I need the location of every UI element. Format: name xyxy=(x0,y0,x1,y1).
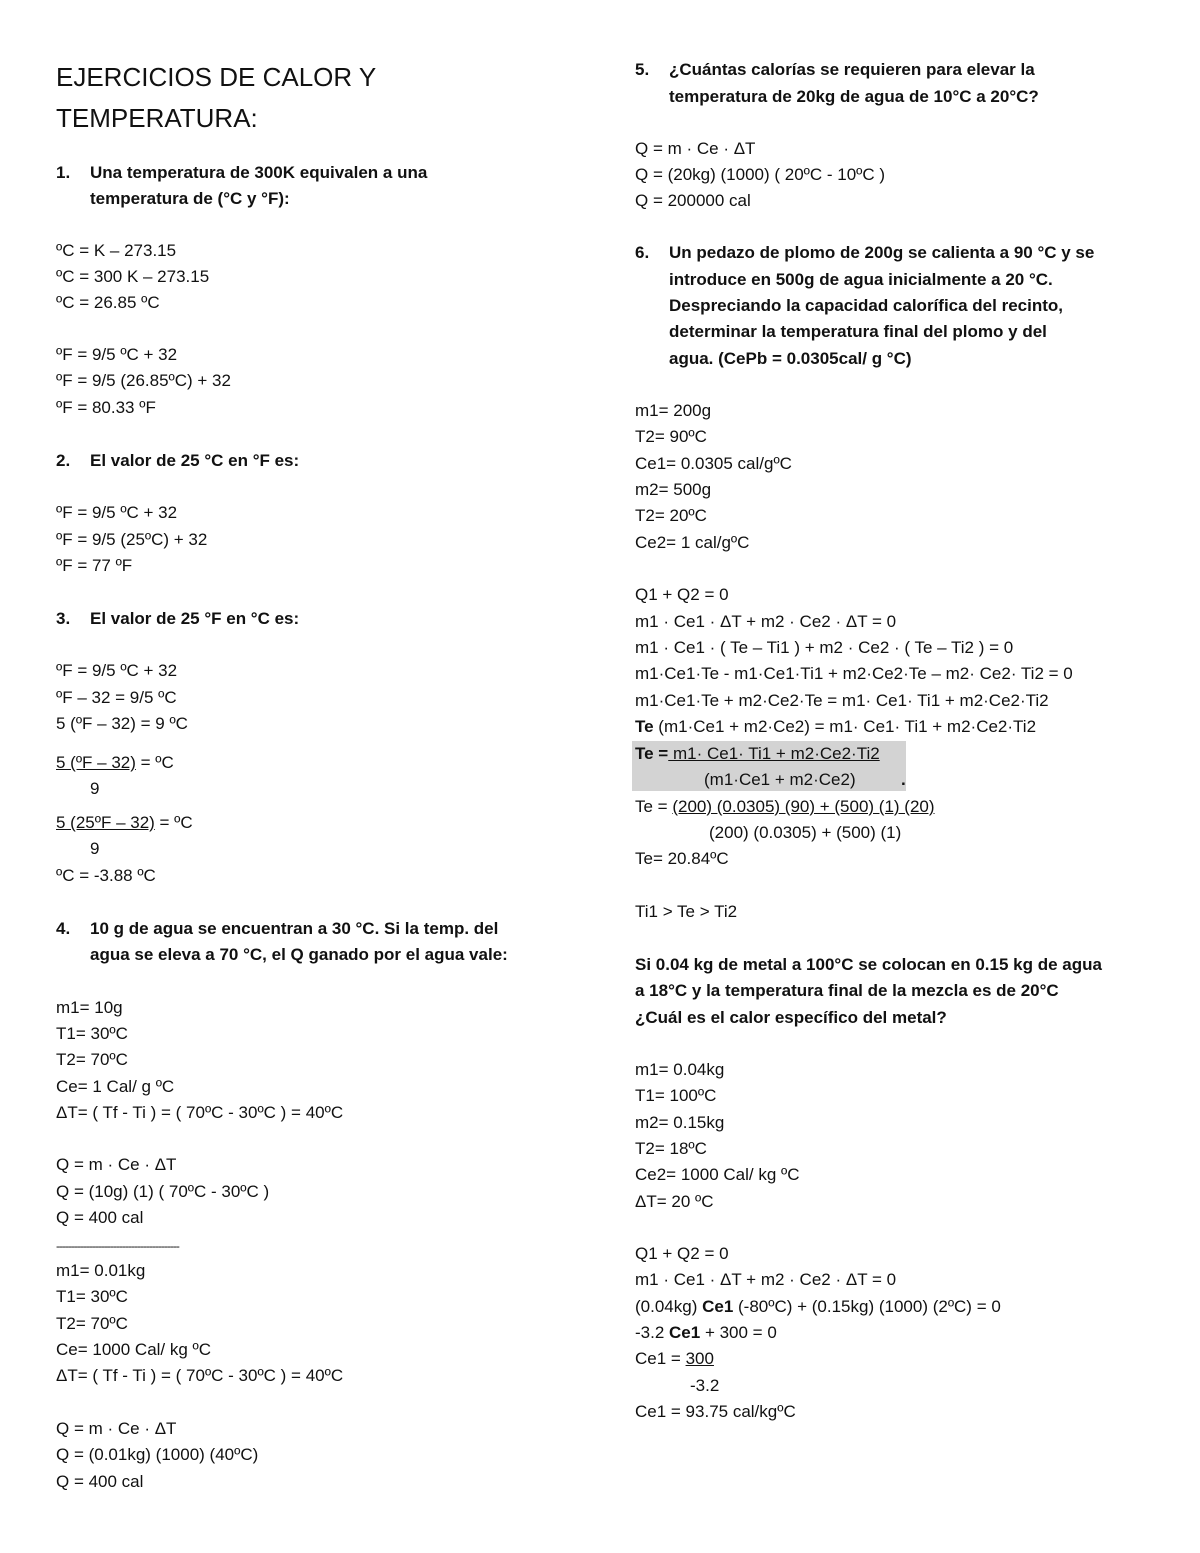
q1-step: ºC = 300 K – 273.15 xyxy=(56,267,210,286)
q4a-data: T2= 70ºC xyxy=(56,1050,128,1069)
q6-equation: m1 · Ce1 · ΔT + m2 · Ce2 · ΔT = 0 xyxy=(635,612,897,631)
q3-result: ºC = -3.88 ºC xyxy=(56,866,156,885)
q1-step: ºC = 26.85 ºC xyxy=(56,293,160,312)
q4a-data: ΔT= ( Tf - Ti ) = ( 70ºC - 30ºC ) = 40ºC xyxy=(56,1103,344,1122)
q7-data: Ce2= 1000 Cal/ kg ºC xyxy=(635,1165,800,1184)
q1-step: ºF = 9/5 ºC + 32 xyxy=(56,345,178,364)
q6-te-rest: (m1·Ce1 + m2·Ce2) = m1· Ce1· Ti1 + m2·Ce2·Ti2 xyxy=(653,717,1037,736)
q7-eq5-numerator: 300 xyxy=(685,1349,714,1368)
q7-equation-1: Q1 + Q2 = 0 xyxy=(635,1244,729,1263)
q7-eq5-equals: = xyxy=(666,1349,686,1368)
q3-fraction-2-rhs: = ºC xyxy=(154,813,193,832)
q6-data: T2= 90ºC xyxy=(635,427,707,446)
q4a-data: m1= 10g xyxy=(56,998,123,1017)
q7-eq3-part: (0.04kg) xyxy=(635,1297,703,1316)
q6-substitution xyxy=(635,794,935,820)
question-7-text-line-1: Si 0.04 kg de metal a 100°C se colocan en 0.15 kg de agua xyxy=(635,955,1102,974)
q6-result: Te= 20.84ºC xyxy=(635,849,729,868)
q3-fraction-1 xyxy=(56,750,174,776)
question-6-text-line-5: agua. (CePb = 0.0305cal/ g °C) xyxy=(669,349,912,368)
q4a-calc: Q = 400 cal xyxy=(56,1208,144,1227)
question-1-text-line-2: temperatura de (°C y °F): xyxy=(90,189,290,208)
q4b-data: Ce= 1000 Cal/ kg ºC xyxy=(56,1340,212,1359)
q6-data: Ce1= 0.0305 cal/gºC xyxy=(635,454,792,473)
q4b-data: m1= 0.01kg xyxy=(56,1261,146,1280)
q7-data: T1= 100ºC xyxy=(635,1086,717,1105)
q2-step: ºF = 77 ºF xyxy=(56,556,133,575)
q4a-data: Ce= 1 Cal/ g ºC xyxy=(56,1077,175,1096)
q7-data: m1= 0.04kg xyxy=(635,1060,725,1079)
q6-te-formula-dot: . xyxy=(901,770,906,789)
q3-fraction-2 xyxy=(56,810,193,836)
q4b-calc: Q = m · Ce · ΔT xyxy=(56,1419,177,1438)
q7-eq5-denominator: -3.2 xyxy=(690,1376,720,1395)
q7-data: T2= 18ºC xyxy=(635,1139,707,1158)
q7-eq5-ce1: Ce1 xyxy=(635,1349,667,1368)
q6-equation: Q1 + Q2 = 0 xyxy=(635,585,729,604)
q7-eq4-ce1: Ce1 xyxy=(669,1323,701,1342)
q4b-data: ΔT= ( Tf - Ti ) = ( 70ºC - 30ºC ) = 40ºC xyxy=(56,1366,344,1385)
q7-result: Ce1 = 93.75 cal/kgºC xyxy=(635,1402,796,1421)
q3-step: ºF = 9/5 ºC + 32 xyxy=(56,661,178,680)
question-5-text-line-2: temperatura de 20kg de agua de 10°C a 20°C? xyxy=(669,87,1039,106)
question-1-number: 1. xyxy=(56,163,71,182)
q6-substitution-numerator: (200) (0.0305) (90) + (500) (1) (20) xyxy=(672,797,935,816)
q7-eq3-ce1: Ce1 xyxy=(702,1297,734,1316)
question-4-text-line-2: agua se eleva a 70 °C, el Q ganado por el agua vale: xyxy=(90,945,508,964)
q7-data: ΔT= 20 ºC xyxy=(635,1192,714,1211)
question-2-text: El valor de 25 °C en °F es: xyxy=(90,451,300,470)
q6-data: T2= 20ºC xyxy=(635,506,707,525)
q3-fraction-1-numerator: 5 (ºF – 32) xyxy=(56,753,136,772)
q6-inequality: Ti1 > Te > Ti2 xyxy=(635,902,738,921)
q4b-calc: Q = (0.01kg) (1000) (40ºC) xyxy=(56,1445,259,1464)
question-6-text-line-1: Un pedazo de plomo de 200g se calienta a 90 °C y se xyxy=(669,243,1095,262)
q3-step: 5 (ºF – 32) = 9 ºC xyxy=(56,714,188,733)
question-4-number: 4. xyxy=(56,919,71,938)
q7-eq3-part: (-80ºC) + (0.15kg) (1000) (2ºC) = 0 xyxy=(733,1297,1001,1316)
question-4-text-line-1: 10 g de agua se encuentran a 30 °C. Si la temp. del xyxy=(90,919,499,938)
q3-fraction-1-denominator: 9 xyxy=(90,779,100,798)
question-5-text-line-1: ¿Cuántas calorías se requieren para elevar la xyxy=(669,60,1035,79)
q2-step: ºF = 9/5 (25ºC) + 32 xyxy=(56,530,208,549)
q4a-calc: Q = (10g) (1) ( 70ºC - 30ºC ) xyxy=(56,1182,270,1201)
q7-equation-5 xyxy=(635,1346,714,1372)
q6-te-formula-prefix: Te = xyxy=(635,744,669,763)
question-6-number: 6. xyxy=(635,243,650,262)
q3-fraction-2-denominator: 9 xyxy=(90,839,100,858)
q6-equation: m1·Ce1·Te + m2·Ce2·Te = m1· Ce1· Ti1 + m2·Ce2·Ti2 xyxy=(635,691,1049,710)
q6-data: m2= 500g xyxy=(635,480,712,499)
question-7-text-line-3: ¿Cuál es el calor específico del metal? xyxy=(635,1008,947,1027)
q6-te-formula-numerator: m1· Ce1· Ti1 + m2·Ce2·Ti2 xyxy=(668,744,880,763)
question-1-text-line-1: Una temperatura de 300K equivalen a una xyxy=(90,163,428,182)
q5-step: Q = m · Ce · ΔT xyxy=(635,139,756,158)
question-3-number: 3. xyxy=(56,609,71,628)
q3-fraction-1-rhs: = ºC xyxy=(135,753,174,772)
q4b-calc: Q = 400 cal xyxy=(56,1472,144,1491)
q7-data: m2= 0.15kg xyxy=(635,1113,725,1132)
q5-step: Q = 200000 cal xyxy=(635,191,751,210)
q1-step: ºF = 9/5 (26.85ºC) + 32 xyxy=(56,371,231,390)
q4a-calc: Q = m · Ce · ΔT xyxy=(56,1155,177,1174)
title-line-1: EJERCICIOS DE CALOR Y xyxy=(56,62,377,92)
q6-te-label: Te xyxy=(635,717,654,736)
question-2-number: 2. xyxy=(56,451,71,470)
question-6-text-line-4: determinar la temperatura final del plomo y del xyxy=(669,322,1047,341)
question-6-text-line-2: introduce en 500g de agua inicialmente a 20 °C. xyxy=(669,270,1053,289)
q6-te-formula-denominator: (m1·Ce1 + m2·Ce2) xyxy=(704,770,856,789)
question-3-text: El valor de 25 °F en °C es: xyxy=(90,609,300,628)
q4b-data: T1= 30ºC xyxy=(56,1287,128,1306)
q6-te-formula xyxy=(635,741,880,767)
q6-data: Ce2= 1 cal/gºC xyxy=(635,533,750,552)
q4a-data: T1= 30ºC xyxy=(56,1024,128,1043)
q1-step: ºC = K – 273.15 xyxy=(56,241,177,260)
q6-equation: m1 · Ce1 · ( Te – Ti1 ) + m2 · Ce2 · ( Te – Ti2 ) = 0 xyxy=(635,638,1014,657)
q5-step: Q = (20kg) (1000) ( 20ºC - 10ºC ) xyxy=(635,165,886,184)
q6-substitution-denominator: (200) (0.0305) + (500) (1) xyxy=(709,823,902,842)
q6-equation: m1·Ce1·Te - m1·Ce1·Ti1 + m2·Ce2·Te – m2· Ce2· Ti2 = 0 xyxy=(635,664,1073,683)
q7-eq4-part: -3.2 xyxy=(635,1323,670,1342)
question-7-text-line-2: a 18°C y la temperatura final de la mezcla es de 20°C xyxy=(635,981,1059,1000)
page-title xyxy=(56,57,576,139)
q6-substitution-prefix: Te = xyxy=(635,797,673,816)
q1-step: ºF = 80.33 ºF xyxy=(56,398,156,417)
q7-equation-3 xyxy=(635,1294,1001,1320)
q3-fraction-2-numerator: 5 (25ºF – 32) xyxy=(56,813,155,832)
question-6-text-line-3: Despreciando la capacidad calorífica del recinto, xyxy=(669,296,1063,315)
q7-equation-4 xyxy=(635,1320,777,1346)
q2-step: ºF = 9/5 ºC + 32 xyxy=(56,503,178,522)
q7-eq4-part: + 300 = 0 xyxy=(700,1323,777,1342)
q6-te-equation xyxy=(635,714,1036,740)
q4b-data: T2= 70ºC xyxy=(56,1314,128,1333)
q7-equation-2: m1 · Ce1 · ΔT + m2 · Ce2 · ΔT = 0 xyxy=(635,1270,897,1289)
title-line-2: TEMPERATURA: xyxy=(56,103,258,133)
question-5-number: 5. xyxy=(635,60,650,79)
q4-separator: ----------------------------------------- xyxy=(56,1239,179,1253)
q3-step: ºF – 32 = 9/5 ºC xyxy=(56,688,177,707)
q6-data: m1= 200g xyxy=(635,401,712,420)
